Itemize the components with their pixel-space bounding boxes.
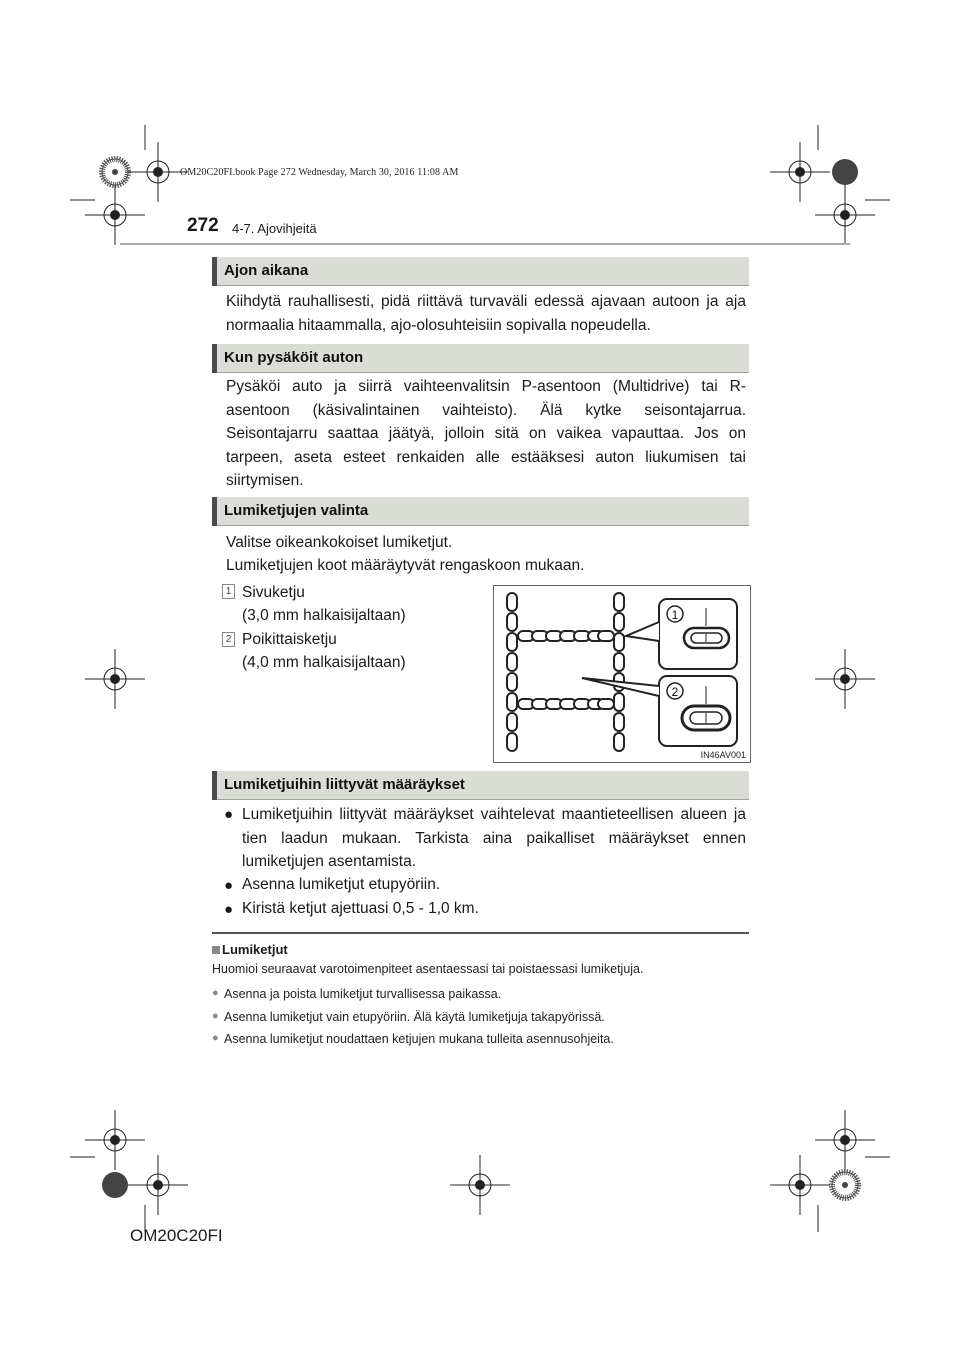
heading-bar [212, 497, 217, 526]
page-number: 272 [187, 215, 219, 236]
driving-paragraph: Kiihdytä rauhallisesti, pidä riittävä turvaväli edessä ajavaan autoon ja aja normaalia hitaammalla, ajo-olosuhteisiin sopivalla nopeudella. [226, 293, 746, 334]
note-bullet-marker: ● [212, 1032, 219, 1044]
heading-driving-text: Ajon aikana [224, 262, 309, 279]
item-spec-1: (3,0 mm halkaisijaltaan) [242, 607, 406, 624]
footer-code: OM20C20FI [130, 1226, 223, 1245]
heading-bar [212, 771, 217, 800]
note-title: Lumiketjut [222, 942, 288, 957]
heading-parking-text: Kun pysäköit auton [224, 349, 364, 366]
svg-text:1: 1 [671, 608, 679, 622]
section-reference: 4-7. Ajovihjeitä [232, 221, 317, 236]
regulation-bullet-2: Asenna lumiketjut etupyöriin. [242, 876, 441, 893]
bullet-marker: ● [224, 877, 234, 894]
heading-regulations [212, 771, 749, 800]
item-spec-2: (4,0 mm halkaisijaltaan) [242, 654, 406, 671]
note-bullet-marker: ● [212, 1010, 219, 1022]
heading-bar [212, 257, 217, 286]
bullet-marker: ● [224, 901, 234, 918]
note-square-icon [212, 946, 220, 954]
item-number-2: 2 [222, 632, 235, 647]
item-name-1: Sivuketju [242, 584, 305, 601]
note-rule [212, 932, 749, 934]
heading-driving [212, 257, 749, 286]
heading-regulations-text: Lumiketjuihin liittyvät määräykset [224, 776, 465, 793]
selection-line-2: Lumiketjujen koot määräytyvät rengaskoon mukaan. [226, 557, 585, 574]
heading-bar [212, 344, 217, 373]
heading-selection [212, 497, 749, 526]
bullet-marker: ● [224, 806, 234, 823]
snow-chain-figure [493, 585, 751, 763]
item-name-2: Poikittaisketju [242, 631, 337, 648]
selection-line-1: Valitse oikeankokoiset lumiketjut. [226, 534, 453, 551]
svg-text:2: 2 [671, 685, 679, 699]
heading-selection-text: Lumiketjujen valinta [224, 502, 369, 519]
figure-code: IN46AV001 [700, 750, 746, 760]
regulation-bullet-1: Lumiketjuihin liittyvät määräykset vaihtelevat maantieteellisen alueen ja tien laadun mukaan. Tarkista aina paikalliset määräykset ennen lumiketjujen asentamista. [242, 806, 746, 870]
regulation-bullet-3: Kiristä ketjut ajettuasi 0,5 - 1,0 km. [242, 900, 479, 917]
note-bullet-1: Asenna ja poista lumiketjut turvallisessa paikassa. [224, 987, 502, 1001]
header-rule [120, 243, 850, 245]
print-header: OM20C20FI.book Page 272 Wednesday, March 30, 2016 11:08 AM [180, 167, 459, 178]
note-bullet-marker: ● [212, 987, 219, 999]
heading-parking [212, 344, 749, 373]
note-bullet-2: Asenna lumiketjut vain etupyöriin. Älä käytä lumiketjuja takapyörissä. [224, 1010, 605, 1024]
snow-chain-illustration [494, 586, 750, 762]
item-number-1: 1 [222, 584, 235, 599]
note-intro: Huomioi seuraavat varotoimenpiteet asentaessasi tai poistaessasi lumiketjuja. [212, 962, 644, 976]
note-bullet-3: Asenna lumiketjut noudattaen ketjujen mukana tulleita asennusohjeita. [224, 1032, 614, 1046]
parking-paragraph: Pysäköi auto ja siirrä vaihteenvalitsin P-asentoon (Multidrive) tai R-asentoon (käsivalintainen vaihteisto). Älä kytke seisontajarrua. Seisontajarru saattaa jäätyä, jolloin sitä on vaikea vapauttaa. Jos on tarpeen, aseta esteet renkaiden alle estääksesi auton liukumisen tai siirtymisen. [226, 378, 746, 489]
